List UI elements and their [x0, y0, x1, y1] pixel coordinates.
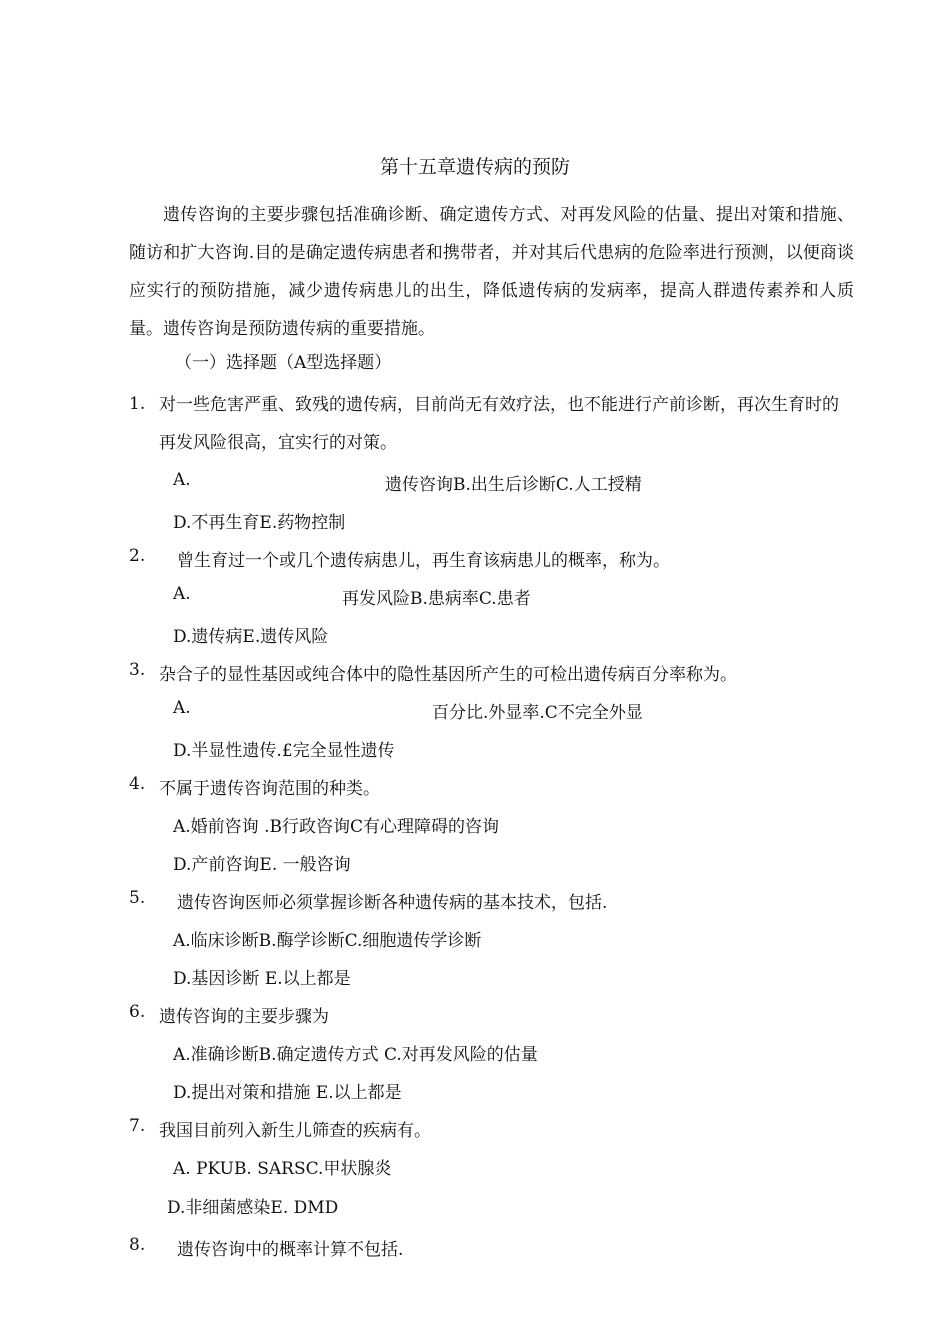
question-text: 遗传咨询中的概率计算不包括.: [177, 1240, 404, 1260]
options-line-2: D.不再生育E.药物控制: [173, 513, 346, 533]
question-number: 4.: [129, 774, 146, 794]
chapter-title: 第十五章遗传病的预防: [379, 156, 570, 178]
question-number: 1.: [129, 394, 146, 414]
options-line-1: 百分比.外显率.C不完全外显: [432, 703, 643, 723]
option-a-label: A.: [173, 470, 191, 490]
options-line-2: D.非细菌感染E. DMD: [167, 1198, 339, 1218]
question-number: 7.: [129, 1116, 146, 1136]
question-text: 对一些危害严重、致残的遗传病，目前尚无有效疗法，也不能进行产前诊断，再次生育时的再发风险很高，宜实行的对策。: [159, 395, 839, 453]
option-a-label: A.: [173, 698, 191, 718]
options-line-2: D.基因诊断 E.以上都是: [173, 969, 351, 989]
option-a-label: A.: [173, 584, 191, 604]
options-line-2: D.遗传病E.遗传风险: [173, 627, 329, 647]
options-line-1: 再发风险B.患病率C.患者: [342, 589, 531, 609]
question-number: 3.: [129, 660, 146, 680]
options-line-1: A.临床诊断B.酶学诊断C.细胞遗传学诊断: [173, 931, 482, 951]
question-number: 2.: [129, 546, 146, 566]
question-text: 遗传咨询的主要步骤为: [159, 1007, 329, 1027]
question-text: 遗传咨询医师必须掌握诊断各种遗传病的基本技术，包括.: [177, 893, 608, 913]
options-line-1: A.准确诊断B.确定遗传方式 C.对再发风险的估量: [173, 1045, 538, 1065]
options-line-1: A. PKUB. SARSC.甲状腺炎: [173, 1159, 392, 1179]
intro-text: 遗传咨询的主要步骤包括准确诊断、确定遗传方式、对再发风险的估量、提出对策和措施、随访和扩大咨询.目的是确定遗传病患者和携带者，并对其后代患病的危险率进行预测，以便商谈应实行的预防措施，减少遗传病患儿的出生，降低遗传病的发病率，提高人群遗传素养和人质量。遗传咨询是预防遗传病的重要措施。: [129, 205, 854, 339]
options-line-2: D.产前咨询E. 一般咨询: [173, 855, 351, 875]
options-line-2: D.半显性遗传.£完全显性遗传: [173, 741, 395, 761]
question-number: 8.: [129, 1235, 146, 1255]
options-line-1: 遗传咨询B.出生后诊断C.人工授精: [385, 475, 642, 495]
intro-paragraph: [129, 196, 854, 348]
question-text: 不属于遗传咨询范围的种类。: [159, 779, 380, 799]
question-text: 我国目前列入新生儿筛查的疾病有。: [159, 1121, 431, 1141]
question-number: 6.: [129, 1002, 146, 1022]
question-number: 5.: [129, 888, 146, 908]
section-heading: （一）选择题（A型选择题）: [175, 353, 392, 373]
options-line-2: D.提出对策和措施 E.以上都是: [173, 1083, 402, 1103]
options-line-1: A.婚前咨询 .B行政咨询C有心理障碍的咨询: [173, 817, 499, 837]
question-text: 杂合子的显性基因或纯合体中的隐性基因所产生的可检出遗传病百分率称为。: [159, 665, 737, 685]
question-text: 曾生育过一个或几个遗传病患儿，再生育该病患儿的概率，称为。: [177, 551, 670, 571]
